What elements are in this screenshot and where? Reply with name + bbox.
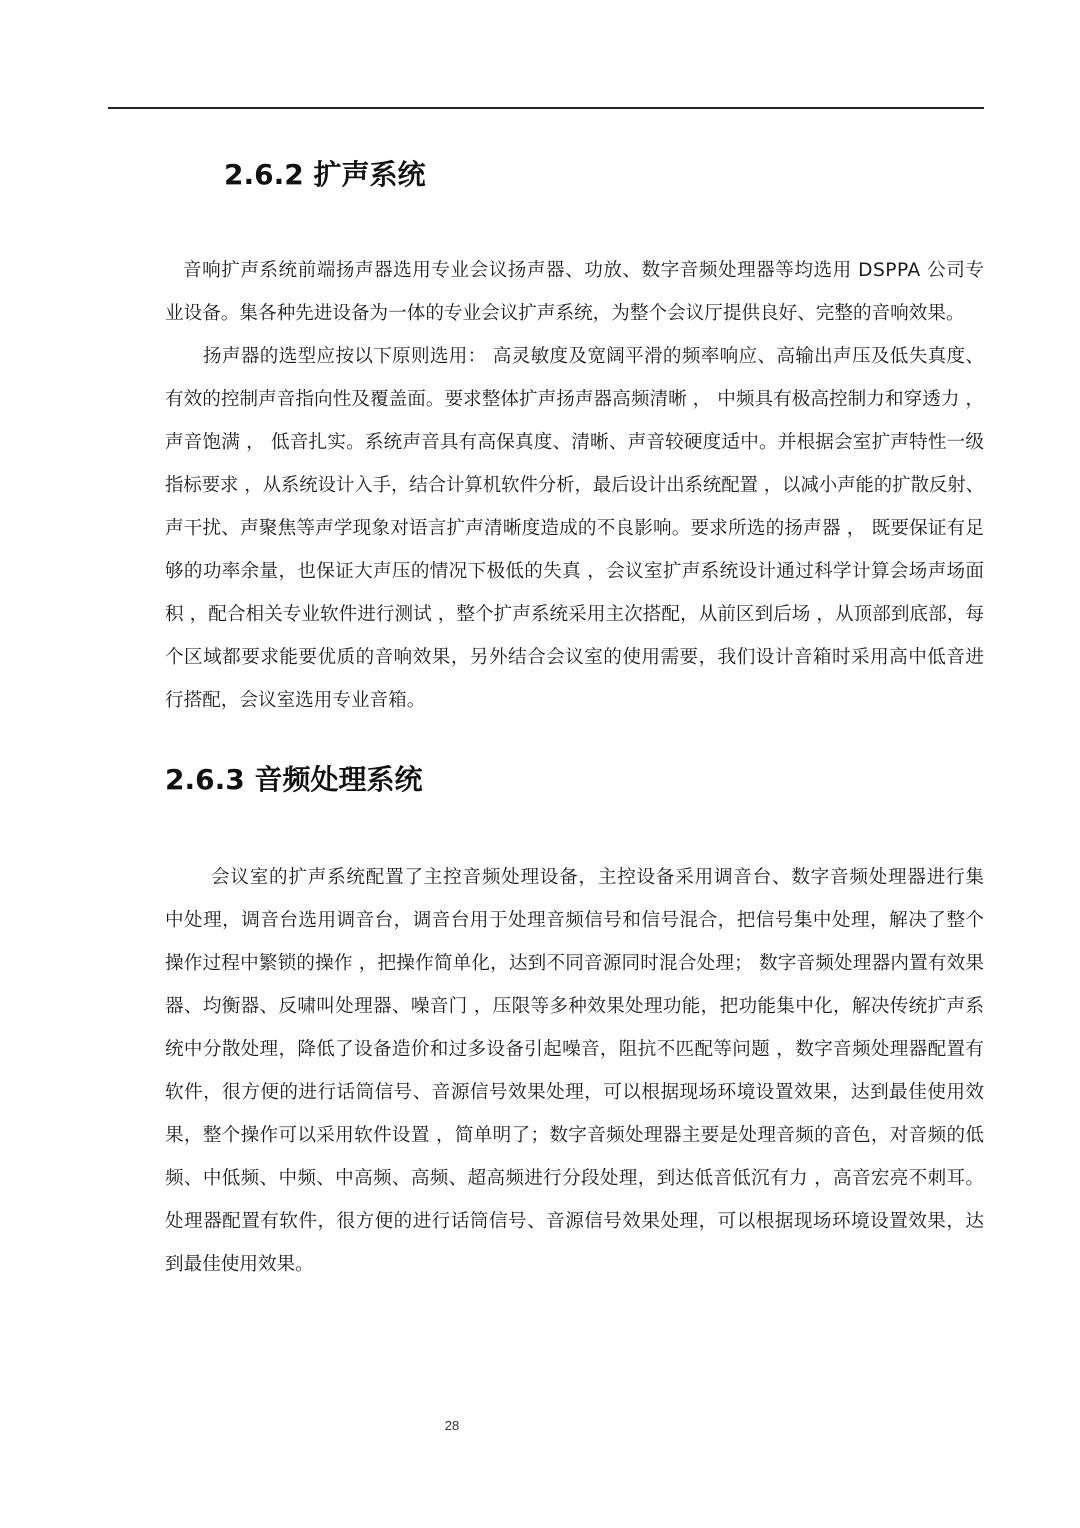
- section-heading-2-6-2: 2.6.2 扩声系统: [224, 158, 426, 191]
- text-line: 果，整个操作可以采用软件设置 ，简单明了；数字音频处理器主要是处理音频的音色，对音频的低: [165, 1125, 985, 1146]
- text-line: 积 ，配合相关专业软件进行测试 ，整个扩声系统采用主次搭配，从前区到后场 ，从顶部到底部，每: [165, 604, 985, 625]
- text-line: 业设备。集各种先进设备为一体的专业会议扩声系统，为整个会议厅提供良好、完整的音响效果。: [165, 303, 965, 324]
- text-line: 统中分散处理，降低了设备造价和过多设备引起噪音，阻抗不匹配等问题 ，数字音频处理器配置有: [165, 1039, 985, 1060]
- text-line: 个区域都要求能要优质的音响效果，另外结合会议室的使用需要，我们设计音箱时采用高中低音进: [165, 647, 985, 668]
- text-line: 中处理，调音台选用调音台，调音台用于处理音频信号和信号混合，把信号集中处理，解决了整个: [165, 910, 985, 931]
- text-line: 有效的控制声音指向性及覆盖面。要求整体扩声扬声器高频清晰 ， 中频具有极高控制力和穿透力 ，: [165, 389, 985, 410]
- text-line: 指标要求 ，从系统设计入手，结合计算机软件分析，最后设计出系统配置 ，以减小声能的扩散反射、: [165, 475, 984, 496]
- paragraph-speaker-selection: [165, 335, 995, 722]
- text-line: 到最佳使用效果。: [165, 1254, 314, 1275]
- page-number: 28: [444, 1418, 460, 1433]
- text-line: 处理器配置有软件，很方便的进行话筒信号、音源信号效果处理，可以根据现场环境设置效果，达: [165, 1211, 985, 1232]
- text-line: 操作过程中繁锁的操作 ，把操作简单化，达到不同音源同时混合处理； 数字音频处理器内置有效果: [165, 953, 985, 974]
- text-line: 会议室的扩声系统配置了主控音频处理设备，主控设备采用调音台、数字音频处理器进行集: [211, 867, 985, 888]
- text-line: 声音饱满 ， 低音扎实。系统声音具有高保真度、清晰、声音较硬度适中。并根据会室扩声特性一级: [165, 432, 985, 453]
- text-line: 声干扰、声聚焦等声学现象对语言扩声清晰度造成的不良影响。要求所选的扬声器 ， 既要保证有足: [165, 518, 985, 539]
- text-line: 器、均衡器、反啸叫处理器、噪音门 ，压限等多种效果处理功能，把功能集中化，解决传统扩声系: [165, 996, 985, 1017]
- text-line: 够的功率余量，也保证大声压的情况下极低的失真 ，会议室扩声系统设计通过科学计算会场声场面: [165, 561, 985, 582]
- paragraph-speaker-overview: [165, 249, 985, 335]
- text-line: 扬声器的选型应按以下原则选用： 高灵敏度及宽阔平滑的频率响应、高输出声压及低失真度、: [203, 346, 985, 367]
- text-line: 软件，很方便的进行话筒信号、音源信号效果处理，可以根据现场环境设置效果，达到最佳使用效: [165, 1082, 985, 1103]
- paragraph-audio-processing: [165, 856, 985, 1286]
- header-rule: [108, 107, 984, 109]
- text-line: 行搭配，会议室选用专业音箱。: [165, 690, 426, 711]
- text-line: 频、中低频、中频、中高频、高频、超高频进行分段处理，到达低音低沉有力 ，高音宏亮不刺耳。: [165, 1168, 985, 1189]
- text-line: 音响扩声系统前端扬声器选用专业会议扬声器、功放、数字音频处理器等均选用 DSPPA 公司专: [183, 260, 985, 281]
- section-heading-2-6-3: 2.6.3 音频处理系统: [165, 763, 423, 796]
